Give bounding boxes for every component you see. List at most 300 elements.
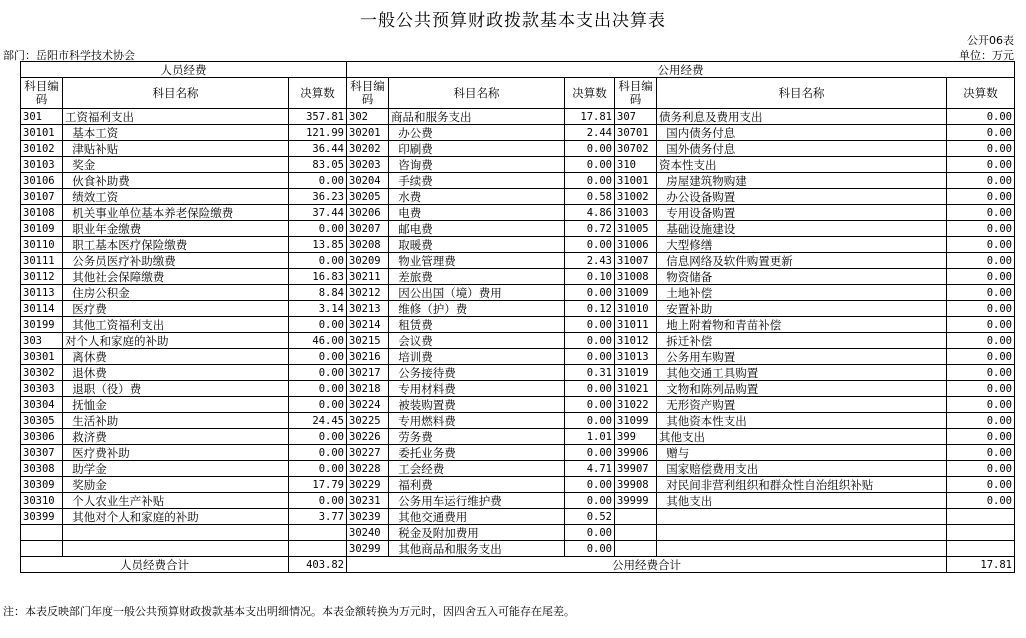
cell-name: 住房公积金 [63,285,289,301]
cell-name: 拆迁补偿 [657,333,947,349]
cell-name: 被装购置费 [389,397,565,413]
cell-code: 30208 [347,237,389,253]
table-row [21,189,1015,205]
cell-amount: 0.00 [289,365,347,381]
cell-amount: 37.44 [289,205,347,221]
cell-code: 31099 [615,413,657,429]
cell-amount: 0.00 [947,365,1015,381]
cell-code: 30308 [21,461,63,477]
cell-name: 医疗费 [63,301,289,317]
cell-amount: 0.31 [565,365,615,381]
cell-amount: 4.86 [565,205,615,221]
cell-amount: 0.00 [565,493,615,509]
cell-name [63,525,289,541]
table-row [21,125,1015,141]
cell-amount: 0.00 [947,109,1015,125]
cell-code: 30106 [21,173,63,189]
cell-code: 39907 [615,461,657,477]
cell-amount: 121.99 [289,125,347,141]
cell-name: 邮电费 [389,221,565,237]
cell-amount: 0.00 [289,221,347,237]
table-row [21,157,1015,173]
table-row [21,173,1015,189]
cell-code: 30212 [347,285,389,301]
cell-amount: 24.45 [289,413,347,429]
cell-amount: 0.00 [289,173,347,189]
cell-amount: 0.00 [947,477,1015,493]
table-row [21,413,1015,429]
cell-name: 职工基本医疗保险缴费 [63,237,289,253]
cell-amount: 0.00 [565,541,615,557]
cell-name: 福利费 [389,477,565,493]
group-header-personnel: 人员经费 [21,62,347,78]
cell-code [21,541,63,557]
cell-amount: 36.23 [289,189,347,205]
col-header-code: 科目编码 [21,78,63,109]
col-header-amount: 决算数 [289,78,347,109]
cell-amount: 0.00 [289,317,347,333]
cell-code: 30207 [347,221,389,237]
cell-name: 委托业务费 [389,445,565,461]
cell-code: 30216 [347,349,389,365]
cell-amount: 13.85 [289,237,347,253]
cell-code: 31013 [615,349,657,365]
cell-amount: 0.00 [947,269,1015,285]
cell-amount [947,525,1015,541]
cell-code: 30701 [615,125,657,141]
cell-name [63,541,289,557]
cell-name: 伙食补助费 [63,173,289,189]
cell-amount: 0.00 [289,429,347,445]
cell-amount [289,541,347,557]
cell-name: 物资储备 [657,269,947,285]
cell-name: 差旅费 [389,269,565,285]
cell-amount: 0.00 [289,461,347,477]
cell-code: 31009 [615,285,657,301]
cell-name: 国外债务付息 [657,141,947,157]
cell-amount: 0.00 [947,493,1015,509]
col-header-name: 科目名称 [389,78,565,109]
cell-code: 30229 [347,477,389,493]
table-row [21,429,1015,445]
cell-code: 30231 [347,493,389,509]
cell-amount: 0.00 [289,349,347,365]
cell-name: 办公费 [389,125,565,141]
unit-label: 单位：万元 [959,49,1014,62]
cell-code: 30102 [21,141,63,157]
cell-code: 30109 [21,221,63,237]
cell-name: 其他社会保障缴费 [63,269,289,285]
cell-name: 工资福利支出 [63,109,289,125]
cell-amount: 46.00 [289,333,347,349]
cell-code: 30303 [21,381,63,397]
cell-name: 专用设备购置 [657,205,947,221]
table-row [21,365,1015,381]
cell-amount: 0.00 [947,381,1015,397]
cell-code [21,525,63,541]
cell-amount: 0.72 [565,221,615,237]
table-row [21,253,1015,269]
cell-amount: 0.10 [565,269,615,285]
cell-code: 30227 [347,445,389,461]
cell-amount: 36.44 [289,141,347,157]
cell-amount: 83.05 [289,157,347,173]
cell-code: 30240 [347,525,389,541]
cell-amount [947,541,1015,557]
cell-name: 办公设备购置 [657,189,947,205]
table-row [21,333,1015,349]
cell-code: 30206 [347,205,389,221]
cell-name: 退休费 [63,365,289,381]
cell-code: 30301 [21,349,63,365]
cell-code: 30204 [347,173,389,189]
cell-name: 对个人和家庭的补助 [63,333,289,349]
cell-code: 31001 [615,173,657,189]
cell-name: 信息网络及软件购置更新 [657,253,947,269]
cell-code: 303 [21,333,63,349]
cell-amount: 0.00 [947,285,1015,301]
expenditure-table [20,61,1015,573]
cell-name: 培训费 [389,349,565,365]
table-row [21,461,1015,477]
cell-code: 39906 [615,445,657,461]
cell-code: 30213 [347,301,389,317]
cell-amount: 0.00 [947,205,1015,221]
cell-name: 咨询费 [389,157,565,173]
cell-name: 安置补助 [657,301,947,317]
table-row [21,285,1015,301]
cell-amount: 4.71 [565,461,615,477]
cell-name: 手续费 [389,173,565,189]
cell-code: 39999 [615,493,657,509]
cell-name: 国家赔偿费用支出 [657,461,947,477]
cell-name: 机关事业单位基本养老保险缴费 [63,205,289,221]
cell-amount: 0.00 [565,477,615,493]
cell-name: 水费 [389,189,565,205]
cell-name: 奖励金 [63,477,289,493]
cell-amount: 0.00 [565,333,615,349]
cell-code: 301 [21,109,63,125]
cell-name: 基本工资 [63,125,289,141]
cell-name: 土地补偿 [657,285,947,301]
cell-amount: 0.00 [565,237,615,253]
cell-code: 31005 [615,221,657,237]
cell-code: 39908 [615,477,657,493]
cell-code: 30225 [347,413,389,429]
cell-code: 30307 [21,445,63,461]
cell-code: 30214 [347,317,389,333]
cell-name: 抚恤金 [63,397,289,413]
cell-amount: 0.00 [947,157,1015,173]
cell-amount: 0.00 [565,381,615,397]
col-header-code: 科目编码 [347,78,389,109]
cell-code: 399 [615,429,657,445]
cell-code: 30304 [21,397,63,413]
department-label: 部门：岳阳市科学技术协会 [3,49,135,62]
table-row [21,541,1015,557]
cell-amount: 8.84 [289,285,347,301]
cell-name: 物业管理费 [389,253,565,269]
table-row [21,493,1015,509]
cell-code: 30215 [347,333,389,349]
cell-code: 30702 [615,141,657,157]
cell-amount: 0.00 [947,221,1015,237]
cell-name: 个人农业生产补贴 [63,493,289,509]
cell-amount: 0.00 [947,445,1015,461]
cell-amount: 0.00 [947,141,1015,157]
cell-name: 其他交通费用 [389,509,565,525]
cell-name [657,509,947,525]
cell-amount: 17.81 [565,109,615,125]
cell-name: 税金及附加费用 [389,525,565,541]
cell-name: 工会经费 [389,461,565,477]
table-row [21,445,1015,461]
cell-name: 公务用车购置 [657,349,947,365]
cell-code: 310 [615,157,657,173]
cell-code: 30113 [21,285,63,301]
table-row [21,109,1015,125]
cell-amount: 2.43 [565,253,615,269]
cell-name: 其他商品和服务支出 [389,541,565,557]
cell-name: 离休费 [63,349,289,365]
cell-amount: 3.77 [289,509,347,525]
cell-amount [947,509,1015,525]
public-total-label: 公用经费合计 [347,557,947,573]
cell-name: 因公出国（境）费用 [389,285,565,301]
col-header-code: 科目编码 [615,78,657,109]
cell-amount: 0.00 [289,445,347,461]
cell-name: 电费 [389,205,565,221]
cell-code: 30203 [347,157,389,173]
table-row [21,205,1015,221]
table-row [21,141,1015,157]
page-title: 一般公共预算财政拨款基本支出决算表 [360,11,666,31]
cell-name: 劳务费 [389,429,565,445]
cell-name: 绩效工资 [63,189,289,205]
cell-name: 房屋建筑物购建 [657,173,947,189]
cell-amount: 0.58 [565,189,615,205]
cell-code: 31011 [615,317,657,333]
cell-code: 30209 [347,253,389,269]
cell-amount [289,525,347,541]
col-header-name: 科目名称 [63,78,289,109]
cell-name: 国内债务付息 [657,125,947,141]
cell-name [657,525,947,541]
cell-code: 30239 [347,509,389,525]
public-total-value: 17.81 [947,557,1015,573]
cell-name: 退职（役）费 [63,381,289,397]
cell-amount: 0.00 [947,253,1015,269]
cell-amount: 0.00 [947,349,1015,365]
cell-amount: 0.00 [947,301,1015,317]
cell-amount: 0.00 [947,125,1015,141]
cell-code: 30218 [347,381,389,397]
cell-code: 30305 [21,413,63,429]
cell-amount: 2.44 [565,125,615,141]
cell-code [615,541,657,557]
cell-code: 31010 [615,301,657,317]
cell-name: 专用燃料费 [389,413,565,429]
cell-code: 30226 [347,429,389,445]
table-row [21,221,1015,237]
table-row [21,525,1015,541]
cell-amount: 0.00 [565,413,615,429]
cell-name: 其他支出 [657,493,947,509]
cell-code: 31022 [615,397,657,413]
cell-code: 30299 [347,541,389,557]
cell-amount: 0.00 [947,237,1015,253]
cell-amount: 0.00 [947,429,1015,445]
cell-name: 大型修缮 [657,237,947,253]
cell-amount: 0.00 [289,381,347,397]
cell-code: 30310 [21,493,63,509]
cell-code: 31021 [615,381,657,397]
cell-name: 专用材料费 [389,381,565,397]
cell-amount: 0.00 [947,189,1015,205]
footnote: 注：本表反映部门年度一般公共预算财政拨款基本支出明细情况。本表金额转换为万元时，因四舍五入可能存在尾差。 [3,605,575,618]
cell-name: 助学金 [63,461,289,477]
cell-code: 30114 [21,301,63,317]
cell-amount: 3.14 [289,301,347,317]
cell-name: 其他工资福利支出 [63,317,289,333]
cell-amount: 0.00 [565,397,615,413]
cell-amount: 1.01 [565,429,615,445]
cell-code: 31008 [615,269,657,285]
cell-name: 其他对个人和家庭的补助 [63,509,289,525]
table-row [21,237,1015,253]
cell-code: 31003 [615,205,657,221]
cell-amount: 17.79 [289,477,347,493]
cell-name: 救济费 [63,429,289,445]
cell-amount: 0.00 [947,333,1015,349]
cell-amount: 0.00 [565,317,615,333]
cell-name: 基础设施建设 [657,221,947,237]
cell-name: 公务接待费 [389,365,565,381]
cell-amount: 0.00 [565,285,615,301]
cell-code [615,525,657,541]
cell-name [657,541,947,557]
cell-code: 31012 [615,333,657,349]
cell-code: 302 [347,109,389,125]
cell-amount: 0.00 [289,253,347,269]
cell-amount: 0.00 [565,141,615,157]
col-header-name: 科目名称 [657,78,947,109]
table-row [21,317,1015,333]
cell-code: 31002 [615,189,657,205]
cell-amount: 0.00 [565,349,615,365]
cell-amount: 0.00 [565,525,615,541]
cell-name: 公务用车运行维护费 [389,493,565,509]
cell-code: 30224 [347,397,389,413]
cell-code: 30201 [347,125,389,141]
cell-amount: 0.12 [565,301,615,317]
cell-name: 债务利息及费用支出 [657,109,947,125]
table-row [21,269,1015,285]
cell-name: 职业年金缴费 [63,221,289,237]
cell-code: 30399 [21,509,63,525]
table-row [21,301,1015,317]
cell-code: 30302 [21,365,63,381]
cell-amount: 0.00 [565,157,615,173]
cell-amount: 0.00 [565,445,615,461]
cell-code [615,509,657,525]
cell-name: 会议费 [389,333,565,349]
cell-name: 文物和陈列品购置 [657,381,947,397]
table-row [21,381,1015,397]
cell-code: 30211 [347,269,389,285]
cell-code: 31007 [615,253,657,269]
cell-code: 307 [615,109,657,125]
cell-name: 商品和服务支出 [389,109,565,125]
cell-code: 30108 [21,205,63,221]
cell-amount: 0.00 [565,173,615,189]
cell-amount: 0.00 [289,493,347,509]
cell-amount: 16.83 [289,269,347,285]
cell-amount: 0.00 [947,461,1015,477]
cell-name: 奖金 [63,157,289,173]
cell-name: 其他交通工具购置 [657,365,947,381]
cell-name: 公务员医疗补助缴费 [63,253,289,269]
cell-name: 租赁费 [389,317,565,333]
cell-code: 30199 [21,317,63,333]
cell-code: 31019 [615,365,657,381]
cell-name: 资本性支出 [657,157,947,173]
cell-code: 30228 [347,461,389,477]
cell-code: 30101 [21,125,63,141]
cell-name: 津贴补贴 [63,141,289,157]
cell-name: 其他资本性支出 [657,413,947,429]
cell-code: 31006 [615,237,657,253]
table-row [21,477,1015,493]
table-body [21,109,1015,557]
col-header-amount: 决算数 [565,78,615,109]
cell-name: 生活补助 [63,413,289,429]
cell-name: 地上附着物和青苗补偿 [657,317,947,333]
cell-amount: 0.00 [947,397,1015,413]
personnel-total-label: 人员经费合计 [21,557,289,573]
cell-code: 30217 [347,365,389,381]
group-header-public: 公用经费 [347,62,1015,78]
cell-amount: 0.52 [565,509,615,525]
cell-name: 对民间非营利组织和群众性自治组织补贴 [657,477,947,493]
col-header-amount: 决算数 [947,78,1015,109]
cell-code: 30111 [21,253,63,269]
cell-code: 30103 [21,157,63,173]
cell-amount: 0.00 [947,413,1015,429]
cell-code: 30205 [347,189,389,205]
cell-code: 30112 [21,269,63,285]
cell-name: 无形资产购置 [657,397,947,413]
cell-amount: 357.81 [289,109,347,125]
cell-amount: 0.00 [947,173,1015,189]
cell-code: 30107 [21,189,63,205]
table-row [21,509,1015,525]
cell-name: 维修（护）费 [389,301,565,317]
cell-name: 取暖费 [389,237,565,253]
cell-code: 30110 [21,237,63,253]
cell-amount: 0.00 [947,317,1015,333]
cell-name: 医疗费补助 [63,445,289,461]
personnel-total-value: 403.82 [289,557,347,573]
cell-code: 30306 [21,429,63,445]
cell-code: 30202 [347,141,389,157]
cell-amount: 0.00 [289,397,347,413]
table-row [21,349,1015,365]
cell-code: 30309 [21,477,63,493]
cell-name: 印刷费 [389,141,565,157]
cell-name: 赠与 [657,445,947,461]
table-row [21,397,1015,413]
